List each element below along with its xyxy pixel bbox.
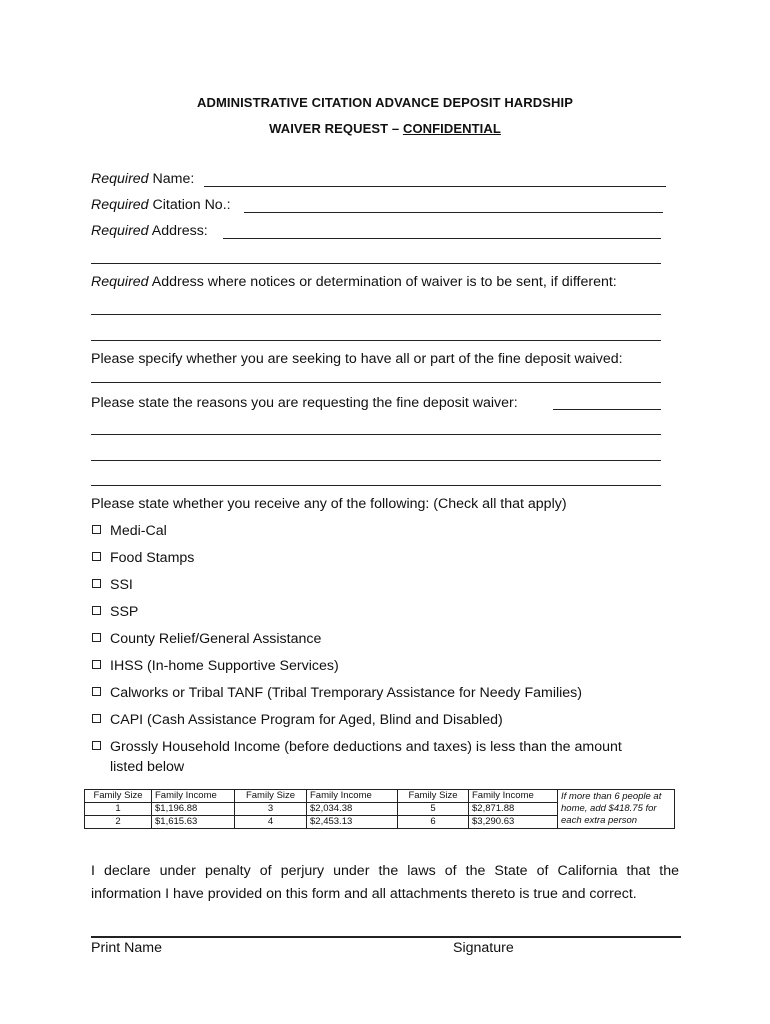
- checkbox-icon[interactable]: [92, 633, 101, 642]
- checkbox-icon[interactable]: [92, 552, 101, 561]
- notices-address-field-line2[interactable]: [91, 340, 661, 341]
- table-cell: $3,290.63: [469, 816, 558, 829]
- required-marker: Required: [91, 223, 149, 239]
- citation-label: Required Citation No.:: [91, 197, 231, 213]
- table-cell: $1,615.63: [152, 816, 235, 829]
- name-field[interactable]: [204, 186, 666, 187]
- reasons-field-line3[interactable]: [91, 460, 661, 461]
- extra-person-note: If more than 6 people at home, add $418.75 for each extra person: [558, 790, 675, 829]
- checkbox-icon[interactable]: [92, 660, 101, 669]
- table-header-row: [85, 790, 675, 803]
- table-header: Family Size: [85, 790, 152, 803]
- table-header: Family Income: [152, 790, 235, 803]
- address-field-line2[interactable]: [91, 263, 661, 264]
- required-marker: Required: [91, 274, 149, 290]
- name-label: Required Name:: [91, 171, 195, 187]
- checkbox-calworks[interactable]: Calworks or Tribal TANF (Tribal Tremporary Assistance for Needy Families): [92, 685, 582, 701]
- address-field[interactable]: [223, 238, 661, 239]
- checkbox-capi[interactable]: CAPI (Cash Assistance Program for Aged, Blind and Disabled): [92, 712, 503, 728]
- checkbox-ihss[interactable]: IHSS (In-home Supportive Services): [92, 658, 339, 674]
- reasons-field-line4[interactable]: [91, 485, 661, 486]
- checkbox-icon[interactable]: [92, 714, 101, 723]
- table-header: Family Size: [235, 790, 307, 803]
- declaration-text: [91, 860, 679, 906]
- table-cell: 4: [235, 816, 307, 829]
- table-cell: 5: [398, 803, 469, 816]
- required-marker: Required: [91, 171, 149, 187]
- title-prefix: WAIVER REQUEST –: [269, 121, 403, 136]
- receive-question: Please state whether you receive any of the following: (Check all that apply): [91, 496, 567, 512]
- reasons-field-line1[interactable]: [553, 409, 661, 410]
- checkbox-county-relief[interactable]: County Relief/General Assistance: [92, 631, 321, 647]
- fine-part-question: Please specify whether you are seeking to have all or part of the fine deposit waived:: [91, 351, 623, 367]
- table-cell: $2,871.88: [469, 803, 558, 816]
- checkbox-icon[interactable]: [92, 687, 101, 696]
- table-cell: $2,034.38: [307, 803, 398, 816]
- household-income-continuation: listed below: [110, 759, 185, 775]
- address-label: Required Address:: [91, 223, 208, 239]
- checkbox-ssi[interactable]: SSI: [92, 577, 133, 593]
- table-cell: 6: [398, 816, 469, 829]
- table-cell: 3: [235, 803, 307, 816]
- table-cell: $2,453.13: [307, 816, 398, 829]
- form-title-line2: [0, 121, 770, 136]
- reasons-field-line2[interactable]: [91, 434, 661, 435]
- table-header: Family Income: [307, 790, 398, 803]
- citation-field[interactable]: [244, 212, 663, 213]
- checkbox-ssp[interactable]: SSP: [92, 604, 138, 620]
- notices-address-label: Required Address where notices or determination of waiver is to be sent, if different:: [91, 274, 617, 290]
- checkbox-icon[interactable]: [92, 741, 101, 750]
- reasons-question: Please state the reasons you are requesting the fine deposit waiver:: [91, 395, 518, 411]
- signature-line[interactable]: [91, 936, 681, 938]
- notices-address-field-line1[interactable]: [91, 314, 661, 315]
- table-cell: 2: [85, 816, 152, 829]
- checkbox-icon[interactable]: [92, 525, 101, 534]
- table-header: Family Income: [469, 790, 558, 803]
- declaration-line2: information I have provided on this form and all attachments thereto is true and correct.: [91, 886, 637, 902]
- confidential-label: CONFIDENTIAL: [402, 121, 501, 136]
- checkbox-icon[interactable]: [92, 606, 101, 615]
- fine-part-field[interactable]: [91, 382, 661, 383]
- checkbox-household-income[interactable]: Grossly Household Income (before deductions and taxes) is less than the amount: [92, 739, 622, 755]
- checkbox-food-stamps[interactable]: Food Stamps: [92, 550, 194, 566]
- table-cell: $1,196.88: [152, 803, 235, 816]
- table-header: Family Size: [398, 790, 469, 803]
- declaration-line1: I declare under penalty of perjury under the laws of the State of California that the: [91, 863, 679, 879]
- print-name-label: Print Name: [91, 940, 162, 956]
- signature-label: Signature: [453, 940, 514, 956]
- table-cell: 1: [85, 803, 152, 816]
- income-table: [84, 789, 675, 829]
- form-title-line1: ADMINISTRATIVE CITATION ADVANCE DEPOSIT HARDSHIP: [196, 95, 574, 110]
- required-marker: Required: [91, 197, 149, 213]
- checkbox-medi-cal[interactable]: Medi-Cal: [92, 523, 167, 539]
- checkbox-icon[interactable]: [92, 579, 101, 588]
